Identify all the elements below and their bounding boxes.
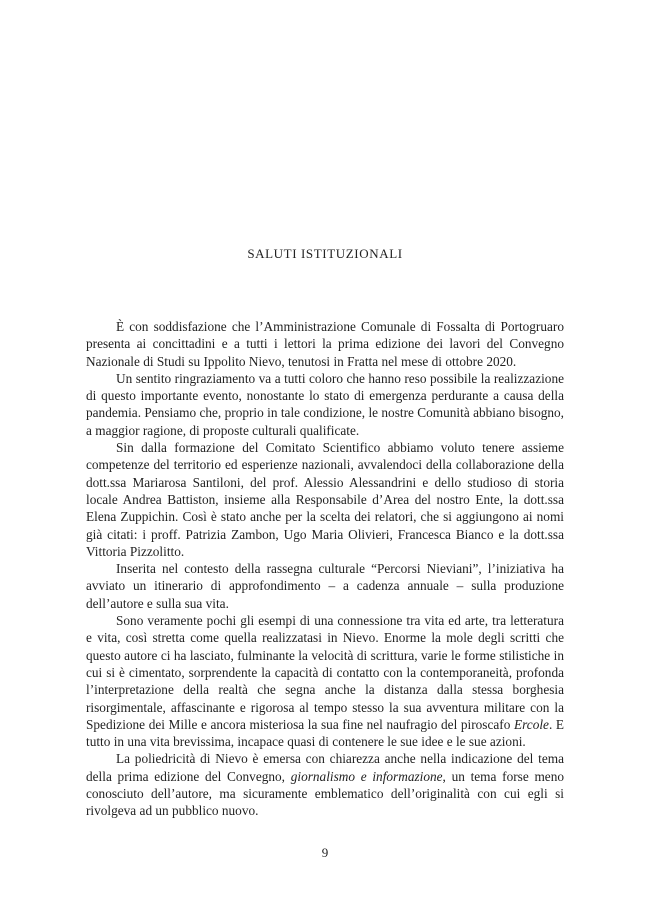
paragraph-text: Inserita nel contesto della rassegna culturale “Percorsi Nieviani”, l’iniziativa ha avviato un itinerario di approfondimento – a cadenza annuale – sulla produzione dell’autore e sulla sua vita. xyxy=(86,561,564,611)
paragraph-text: , un tema forse meno conosciuto dell’autore, ma sicuramente emblematico dell’originalità con cui egli si rivolgeva ad un pubblico nuovo. xyxy=(86,768,564,819)
page-number: 9 xyxy=(321,845,329,860)
paragraph-text: Sin dalla formazione del Comitato Scientifico abbiamo voluto tenere assieme competenze del territorio ed esperienze nazionali, avvalendoci della collaborazione della dott.ssa Mariarosa Santiloni, del prof. Alessio Alessandrini e dello studioso di storia locale Andrea Battiston, insieme alla Responsabile d’Area del nostro Ente, la dott.ssa Elena Zuppichin. Così è stato anche per la scelta dei relatori, che si aggiungono ai nomi già citati: i proff. Patrizia Zambon, Ugo Maria Olivieri, Francesca Bianco e la dott.ssa Vittoria Pizzolitto. xyxy=(86,440,564,559)
paragraph xyxy=(86,750,564,819)
paragraph-text: Sono veramente pochi gli esempi di una connessione tra vita ed arte, tra letteratura e vita, così stretta come quella realizzatasi in Nievo. Enorme la mole degli scritti che questo autore ci ha lasciato, fulminante la velocità di scrittura, varie le forme stilistiche in cui si è cimentato, sorprendente la capacità di contatto con la contemporaneità, profonda l’interpretazione della realtà che segna anche la distanza dalla stessa borghesia risorgimentale, affascinante e rigorosa al tempo stesso la sua avventura militare con la Spedizione dei Mille e ancora misteriosa la sua fine nel naufragio del piroscafo xyxy=(86,613,564,732)
paragraph xyxy=(86,370,564,439)
paragraph-text: È con soddisfazione che l’Amministrazione Comunale di Fossalta di Portogruaro presenta ai concittadini e a tutti i lettori la prima edizione dei lavori del Convegno Nazionale di Studi su Ippolito Nievo, tenutosi in Fratta nel mese di ottobre 2020. xyxy=(86,319,564,369)
section-title: SALUTI ISTITUZIONALI xyxy=(247,246,403,261)
italic-text: Ercole xyxy=(513,716,549,732)
paragraph xyxy=(86,318,564,370)
paragraph xyxy=(86,439,564,560)
paragraph-text: La poliedricità di Nievo è emersa con chiarezza anche nella indicazione del tema della prima edizione del Convegno, xyxy=(86,751,564,784)
paragraph-text: Un sentito ringraziamento va a tutti coloro che hanno reso possibile la realizzazione di questo importante evento, nonostante lo stato di emergenza perdurante a causa della pandemia. Pensiamo che, proprio in tale condizione, le nostre Comunità abbiano bisogno, a maggior ragione, di proposte culturali qualificate. xyxy=(86,370,564,438)
paragraph xyxy=(86,612,564,750)
paragraph xyxy=(86,560,564,612)
paragraph-text: . E tutto in una vita brevissima, incapace quasi di contenere le sue idee e le sue azioni. xyxy=(86,716,564,750)
italic-text: giornalismo e informazione xyxy=(290,768,443,784)
body-text xyxy=(86,318,564,820)
